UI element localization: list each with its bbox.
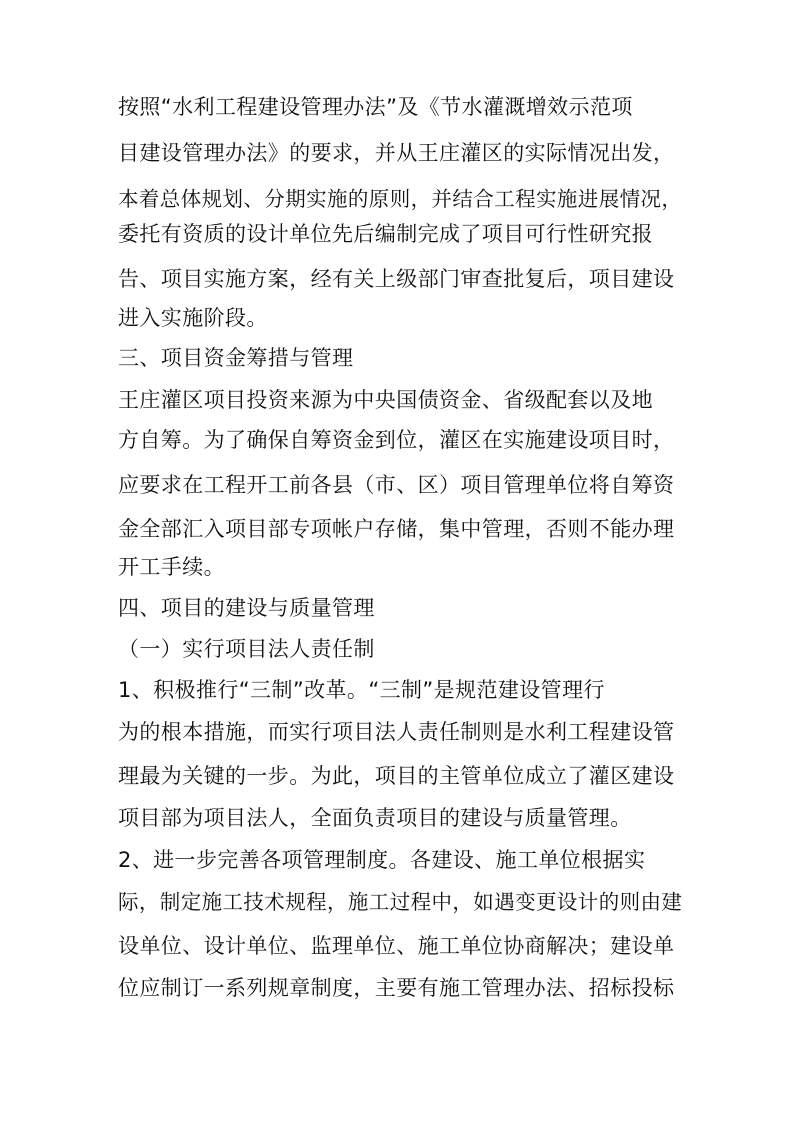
- text-line-22: 位应制订一系列规章制度，主要有施工管理办法、招标投标: [118, 976, 675, 1000]
- text-line-4: 委托有资质的设计单位先后编制完成了项目可行性研究报: [118, 222, 653, 246]
- subsection-heading-1: （一）实行项目法人责任制: [118, 637, 375, 661]
- text-line-9: 方自筹。为了确保自筹资金到位，灌区在实施建设项目时，: [118, 428, 675, 452]
- text-line-8: 王庄灌区项目投资来源为中央国债资金、省级配套以及地: [118, 388, 653, 412]
- text-line-19: 2、进一步完善各项管理制度。各建设、施工单位根据实: [118, 848, 646, 872]
- text-line-21: 设单位、设计单位、监理单位、施工单位协商解决；建设单: [118, 934, 675, 958]
- text-line-10: 应要求在工程开工前各县（市、区）项目管理单位将自筹资: [118, 473, 675, 497]
- text-line-11: 金全部汇入项目部专项帐户存储，集中管理，否则不能办理: [118, 517, 675, 541]
- text-line-5: 告、项目实施方案，经有关上级部门审查批复后，项目建设: [118, 267, 675, 291]
- text-line-3: 本着总体规划、分期实施的原则，并结合工程实施进展情况，: [118, 187, 683, 211]
- section-heading-4: 四、项目的建设与质量管理: [118, 596, 375, 620]
- section-heading-3: 三、项目资金筹措与管理: [118, 346, 354, 370]
- text-line-15: 1、积极推行“三制”改革。“三制”是规范建设管理行: [118, 678, 605, 702]
- text-line-1: 按照“水利工程建设管理办法”及《节水灌溉增效示范项: [118, 95, 633, 119]
- text-line-6: 进入实施阶段。: [118, 306, 268, 330]
- text-line-12: 开工手续。: [118, 555, 225, 579]
- text-line-17: 理最为关键的一步。为此，项目的主管单位成立了灌区建设: [118, 764, 675, 788]
- text-line-16: 为的根本措施，而实行项目法人责任制则是水利工程建设管: [118, 720, 675, 744]
- text-line-2: 目建设管理办法》的要求，并从王庄灌区的实际情况出发，: [118, 141, 675, 165]
- text-line-20: 际，制定施工技术规程，施工过程中，如遇变更设计的则由建: [118, 890, 683, 914]
- text-line-18: 项目部为项目法人，全面负责项目的建设与质量管理。: [118, 806, 632, 830]
